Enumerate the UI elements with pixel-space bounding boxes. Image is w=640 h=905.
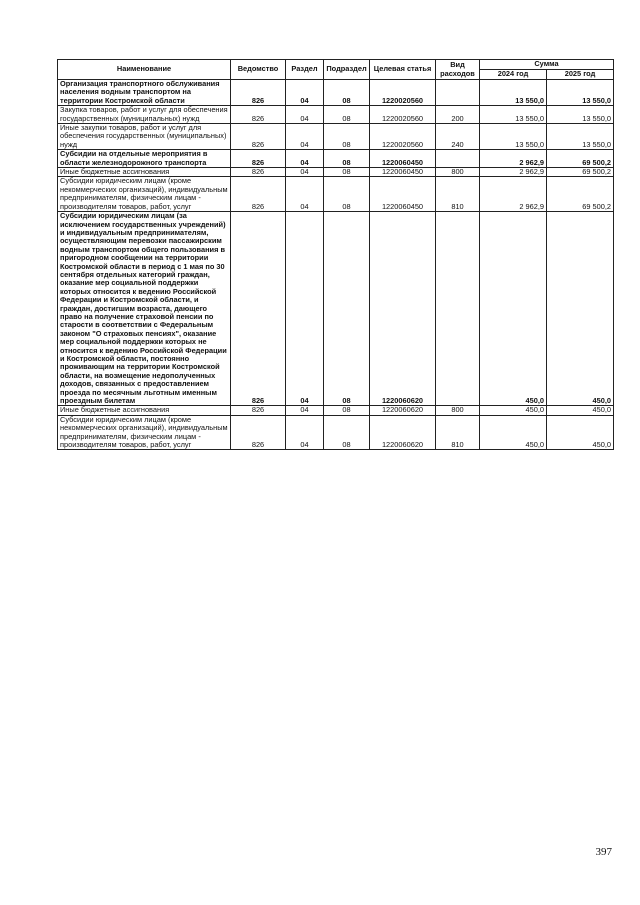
row-kind: 200 xyxy=(436,106,480,124)
row-name: Иные бюджетные ассигнования xyxy=(58,406,231,415)
header-sum: Сумма xyxy=(480,60,614,70)
row-kind: 800 xyxy=(436,168,480,177)
row-target: 1220060450 xyxy=(370,150,436,168)
header-podrazdel: Подраздел xyxy=(324,60,370,80)
budget-table xyxy=(57,59,614,450)
row-sum-2025: 13 550,0 xyxy=(547,106,614,124)
row-sum-2024: 2 962,9 xyxy=(480,150,547,168)
header-kind: Вид расходов xyxy=(436,60,480,80)
row-razdel: 04 xyxy=(286,177,324,212)
header-razdel: Раздел xyxy=(286,60,324,80)
row-vedomstvo: 826 xyxy=(231,150,286,168)
row-vedomstvo: 826 xyxy=(231,415,286,450)
row-name: Субсидии на отдельные мероприятия в области железнодорожного транспорта xyxy=(58,150,231,168)
row-vedomstvo: 826 xyxy=(231,212,286,406)
row-podrazdel: 08 xyxy=(324,415,370,450)
row-sum-2025: 69 500,2 xyxy=(547,168,614,177)
row-razdel: 04 xyxy=(286,406,324,415)
row-podrazdel: 08 xyxy=(324,124,370,150)
row-podrazdel: 08 xyxy=(324,150,370,168)
row-razdel: 04 xyxy=(286,415,324,450)
row-name: Иные закупки товаров, работ и услуг для обеспечения государственных (муниципальных) нужд xyxy=(58,124,231,150)
row-podrazdel: 08 xyxy=(324,406,370,415)
table-row xyxy=(58,150,614,168)
row-sum-2024: 450,0 xyxy=(480,406,547,415)
row-vedomstvo: 826 xyxy=(231,177,286,212)
row-sum-2025: 450,0 xyxy=(547,406,614,415)
table-row xyxy=(58,415,614,450)
row-podrazdel: 08 xyxy=(324,177,370,212)
row-razdel: 04 xyxy=(286,168,324,177)
table-row xyxy=(58,212,614,406)
row-razdel: 04 xyxy=(286,80,324,106)
row-target: 1220060450 xyxy=(370,177,436,212)
table-row xyxy=(58,106,614,124)
row-kind xyxy=(436,212,480,406)
row-name: Субсидии юридическим лицам (кроме некоммерческих организаций), индивидуальным предпринимателям, физическим лицам - производителям товаров, работ, услуг xyxy=(58,415,231,450)
row-vedomstvo: 826 xyxy=(231,168,286,177)
row-target: 1220020560 xyxy=(370,80,436,106)
row-name: Субсидии юридическим лицам (кроме некоммерческих организаций), индивидуальным предпринимателям, физическим лицам - производителям товаров, работ, услуг xyxy=(58,177,231,212)
row-sum-2024: 13 550,0 xyxy=(480,124,547,150)
row-kind xyxy=(436,150,480,168)
table-row xyxy=(58,124,614,150)
row-razdel: 04 xyxy=(286,124,324,150)
row-kind xyxy=(436,80,480,106)
header-target: Целевая статья xyxy=(370,60,436,80)
row-razdel: 04 xyxy=(286,212,324,406)
row-vedomstvo: 826 xyxy=(231,124,286,150)
row-vedomstvo: 826 xyxy=(231,80,286,106)
row-target: 1220060620 xyxy=(370,212,436,406)
row-sum-2025: 450,0 xyxy=(547,212,614,406)
table-row xyxy=(58,168,614,177)
row-sum-2025: 13 550,0 xyxy=(547,80,614,106)
row-podrazdel: 08 xyxy=(324,80,370,106)
header-2024: 2024 год xyxy=(480,70,547,80)
row-name: Закупка товаров, работ и услуг для обеспечения государственных (муниципальных) нужд xyxy=(58,106,231,124)
table-row xyxy=(58,177,614,212)
row-sum-2024: 13 550,0 xyxy=(480,106,547,124)
row-target: 1220060450 xyxy=(370,168,436,177)
row-sum-2024: 2 962,9 xyxy=(480,168,547,177)
row-sum-2024: 450,0 xyxy=(480,212,547,406)
row-target: 1220060620 xyxy=(370,406,436,415)
row-sum-2025: 69 500,2 xyxy=(547,177,614,212)
row-razdel: 04 xyxy=(286,106,324,124)
row-name: Иные бюджетные ассигнования xyxy=(58,168,231,177)
row-sum-2025: 69 500,2 xyxy=(547,150,614,168)
row-sum-2025: 13 550,0 xyxy=(547,124,614,150)
row-kind: 800 xyxy=(436,406,480,415)
row-vedomstvo: 826 xyxy=(231,406,286,415)
row-razdel: 04 xyxy=(286,150,324,168)
row-kind: 810 xyxy=(436,177,480,212)
row-target: 1220060620 xyxy=(370,415,436,450)
row-sum-2024: 13 550,0 xyxy=(480,80,547,106)
row-name: Субсидии юридическим лицам (за исключением государственных учреждений) и индивидуальным предпринимателям, осуществляющим перевозки пассажирским водным транспортом общего пользования в пригородном сообщении на территории Костромской области в период с 1 мая по 30 сентября отдельных категорий граждан, оказание мер социальной поддержки которых относится к ведению Российской Федерации и Костромской области, и граждан, достигшим возраста, дающего право на получение страховой пенсии по старости в соответствии с Федеральным законом "О страховых пенсиях", оказание мер социальной поддержки которых не относится к ведению Российской Федерации и Костромской области, постоянно проживающим на территории Костромской области, на возмещение недополученных доходов, связанных с предоставлением проезда по месячным льготным именным проездным билетам xyxy=(58,212,231,406)
row-sum-2024: 450,0 xyxy=(480,415,547,450)
row-podrazdel: 08 xyxy=(324,212,370,406)
row-vedomstvo: 826 xyxy=(231,106,286,124)
row-sum-2025: 450,0 xyxy=(547,415,614,450)
row-podrazdel: 08 xyxy=(324,168,370,177)
header-vedomstvo: Ведомство xyxy=(231,60,286,80)
row-podrazdel: 08 xyxy=(324,106,370,124)
table-row xyxy=(58,406,614,415)
table-row xyxy=(58,80,614,106)
header-2025: 2025 год xyxy=(547,70,614,80)
row-target: 1220020560 xyxy=(370,106,436,124)
row-name: Организация транспортного обслуживания населения водным транспортом на территории Костромской области xyxy=(58,80,231,106)
header-name: Наименование xyxy=(58,60,231,80)
row-kind: 810 xyxy=(436,415,480,450)
row-target: 1220020560 xyxy=(370,124,436,150)
page-number: 397 xyxy=(595,846,612,858)
row-sum-2024: 2 962,9 xyxy=(480,177,547,212)
row-kind: 240 xyxy=(436,124,480,150)
